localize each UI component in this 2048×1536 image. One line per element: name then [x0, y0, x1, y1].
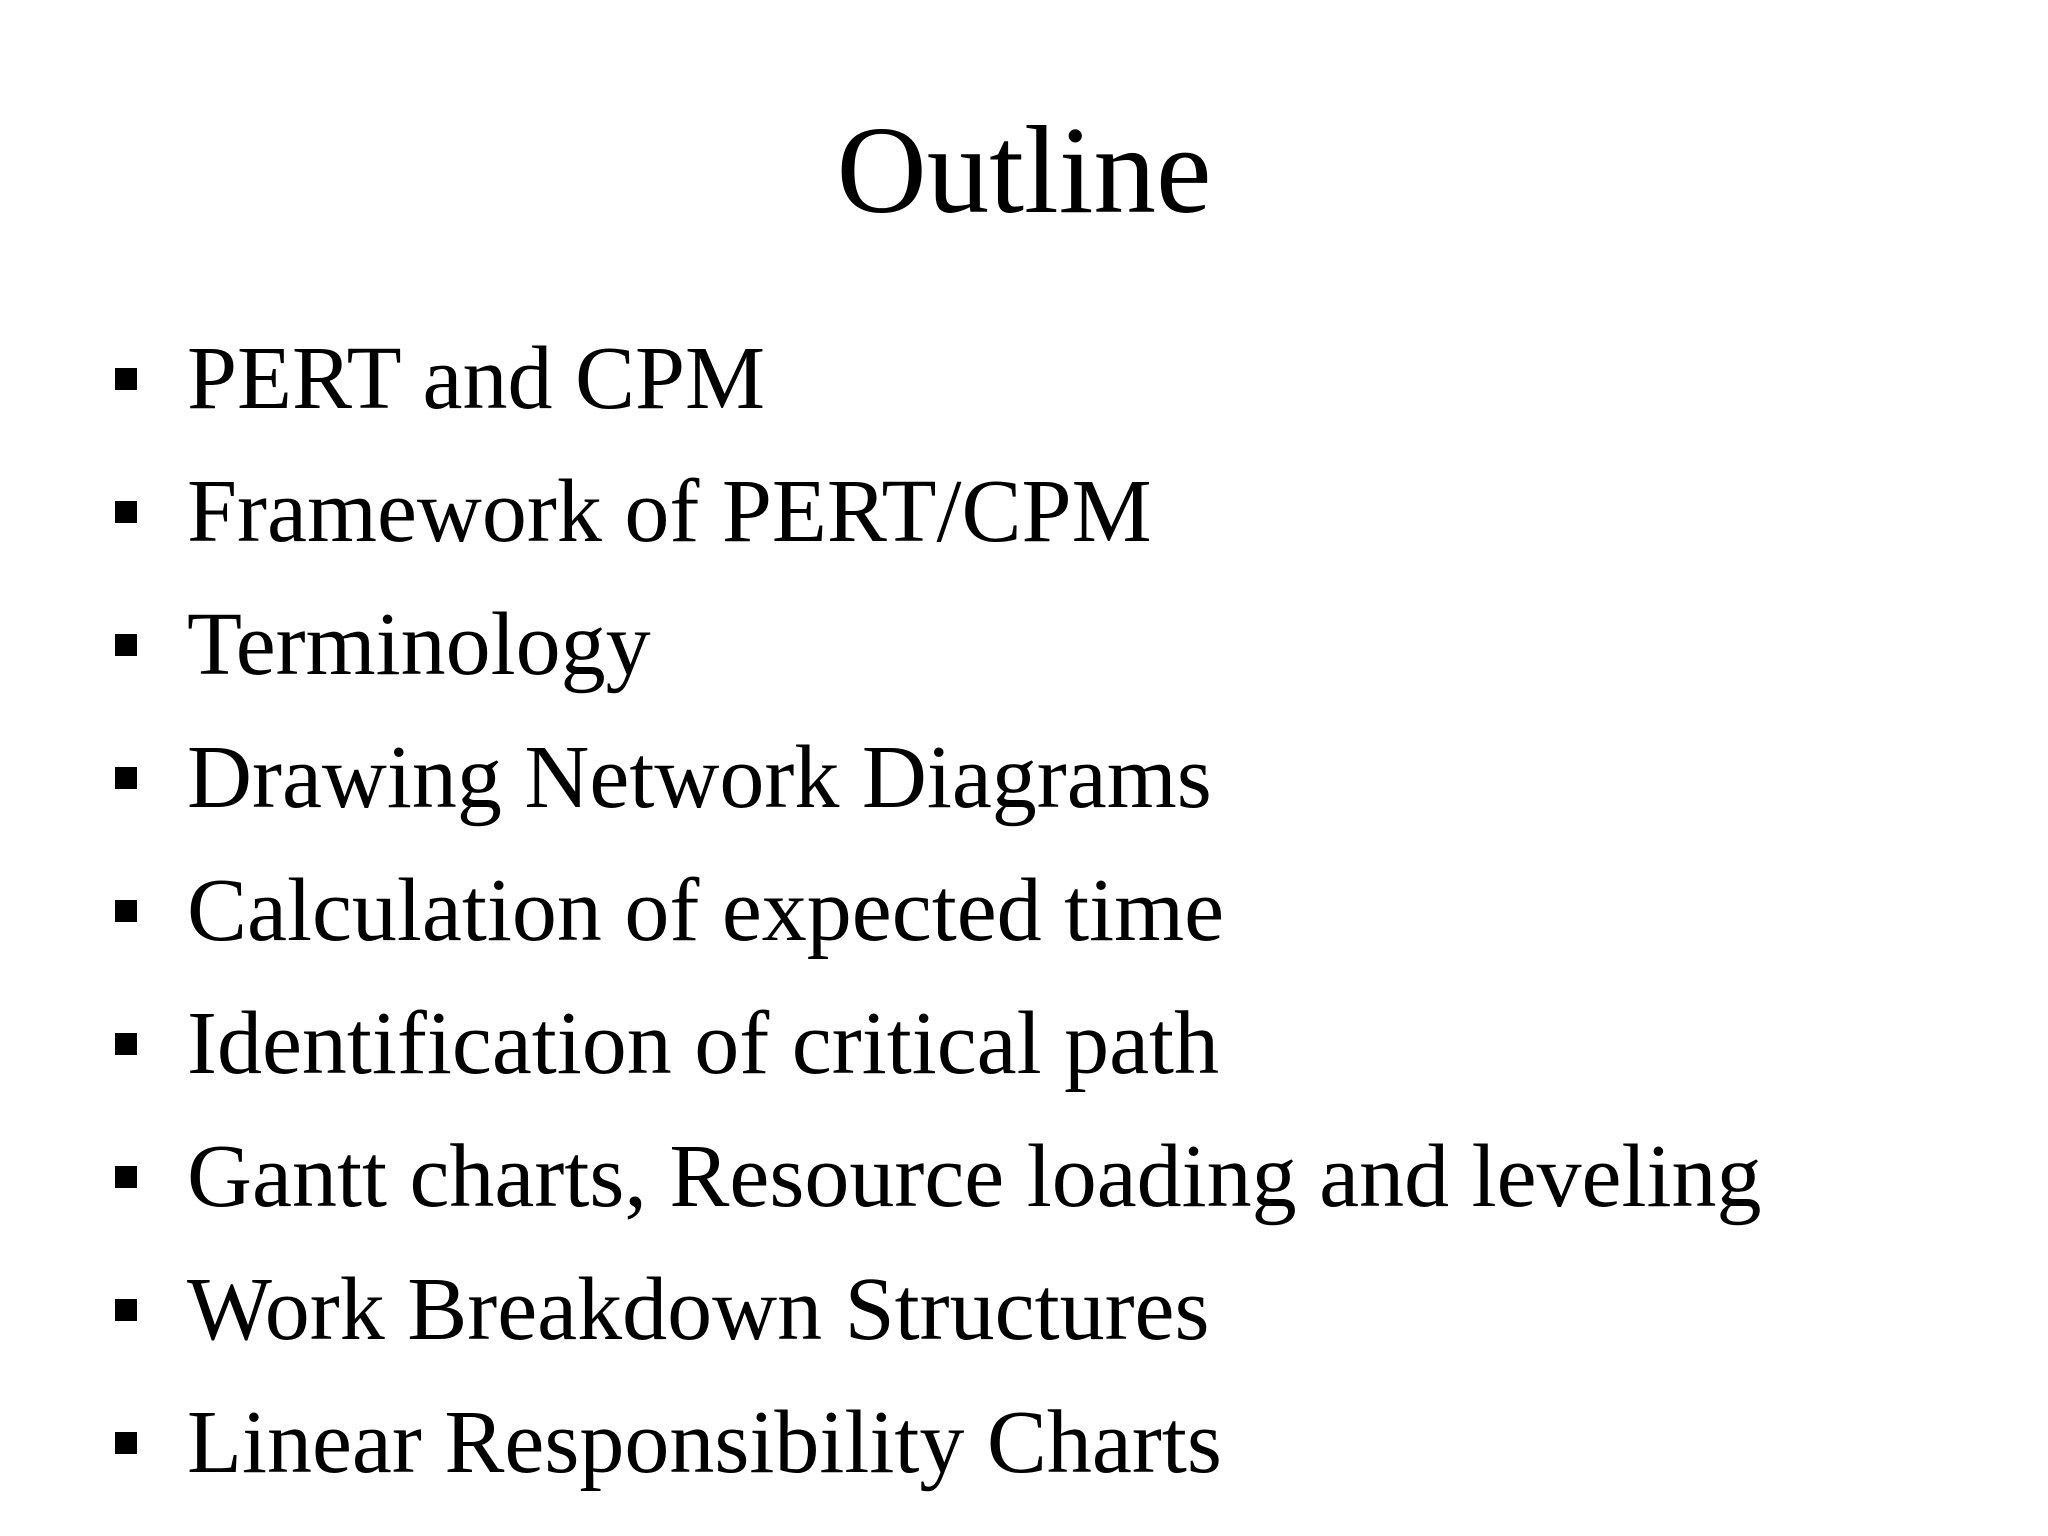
- list-item: [115, 1110, 2015, 1243]
- list-item-label: Framework of PERT/CPM: [187, 461, 1152, 561]
- list-item: [115, 312, 2015, 445]
- list-item: [115, 578, 2015, 711]
- square-bullet-icon: [115, 767, 137, 789]
- list-item-label: PERT and CPM: [187, 328, 766, 428]
- list-item-label: Calculation of expected time: [187, 860, 1225, 960]
- list-item: [115, 977, 2015, 1110]
- list-item: [115, 1376, 2015, 1509]
- list-item-label: Identification of critical path: [187, 993, 1220, 1093]
- list-item: [115, 445, 2015, 578]
- outline-list: [115, 312, 2015, 1509]
- square-bullet-icon: [115, 1432, 137, 1454]
- list-item: [115, 1243, 2015, 1376]
- square-bullet-icon: [115, 1166, 137, 1188]
- list-item-label: Linear Responsibility Charts: [187, 1392, 1222, 1492]
- list-item-label: Drawing Network Diagrams: [187, 727, 1212, 827]
- square-bullet-icon: [115, 900, 137, 922]
- list-item-label: Terminology: [187, 594, 651, 694]
- square-bullet-icon: [115, 368, 137, 390]
- square-bullet-icon: [115, 501, 137, 523]
- list-item-label: Work Breakdown Structures: [187, 1259, 1210, 1359]
- list-item-label: Gantt charts, Resource loading and leveling: [187, 1126, 1762, 1226]
- list-item: [115, 711, 2015, 844]
- square-bullet-icon: [115, 1299, 137, 1321]
- page-title: Outline: [836, 102, 1212, 240]
- square-bullet-icon: [115, 1033, 137, 1055]
- square-bullet-icon: [115, 634, 137, 656]
- list-item: [115, 844, 2015, 977]
